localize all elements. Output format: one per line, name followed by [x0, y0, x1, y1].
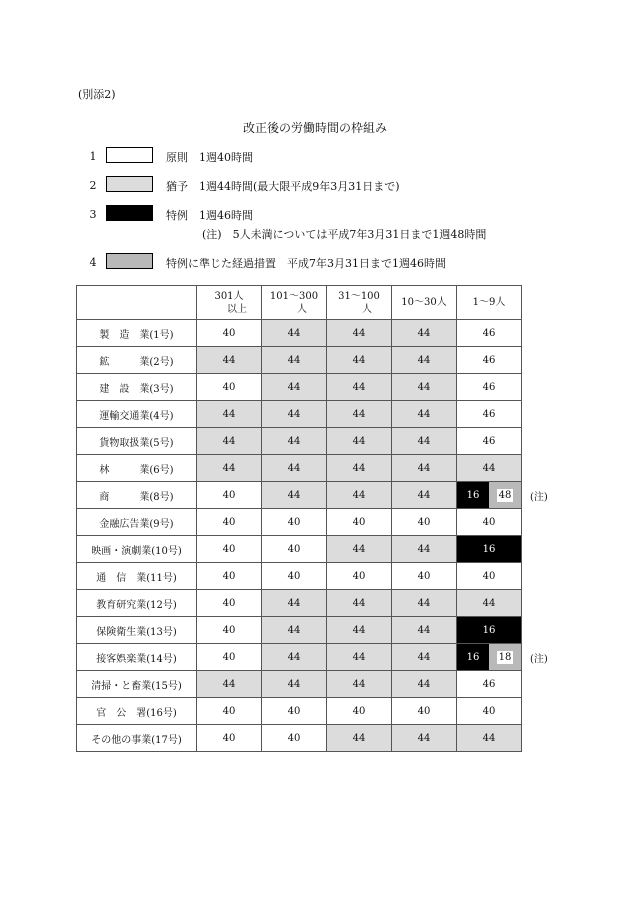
- hours-cell: 40: [262, 563, 327, 590]
- hours-cell: 44: [262, 320, 327, 347]
- table-row: [77, 455, 522, 482]
- hours-cell: 44: [327, 374, 392, 401]
- hours-cell: 44: [197, 347, 262, 374]
- industry-name: 金融広告業(9号): [77, 509, 197, 536]
- table-row: [77, 725, 522, 752]
- industry-name: 官 公 署(16号): [77, 698, 197, 725]
- split-cell-special: 16: [457, 644, 489, 670]
- legend-number: 4: [89, 256, 97, 269]
- legend-number: 2: [89, 179, 97, 192]
- hours-cell: 46: [457, 347, 522, 374]
- split-cell-special: 16: [457, 482, 489, 508]
- hours-cell: 44: [392, 725, 457, 752]
- page-title: 改正後の労働時間の枠組み: [242, 121, 387, 135]
- hours-cell: 44: [457, 725, 522, 752]
- industry-name: 建 設 業(3号): [77, 374, 197, 401]
- hours-cell: 40: [327, 509, 392, 536]
- hours-cell: 44: [262, 455, 327, 482]
- hours-cell: 44: [262, 401, 327, 428]
- hours-cell: 44: [392, 644, 457, 671]
- hours-cell: 44: [262, 482, 327, 509]
- hours-cell: 40: [327, 563, 392, 590]
- hours-cell: 40: [197, 320, 262, 347]
- industry-name: 保険衛生業(13号): [77, 617, 197, 644]
- table-row: [77, 428, 522, 455]
- hours-cell: 44: [457, 455, 522, 482]
- hours-cell: 46: [457, 401, 522, 428]
- industry-name: 貨物取扱業(5号): [77, 428, 197, 455]
- legend-label: 猶予 1週44時間(最大限平成9年3月31日まで): [166, 180, 400, 193]
- legend-item-4: [0, 253, 630, 273]
- hours-cell: 46: [457, 374, 522, 401]
- split-cell-transitional: 18: [489, 644, 521, 670]
- legend-swatch-black: [106, 205, 153, 221]
- column-header: 10～30人: [392, 286, 457, 320]
- legend-item-1: [0, 147, 630, 167]
- hours-cell: 40: [197, 725, 262, 752]
- hours-cell: 44: [197, 455, 262, 482]
- industry-name: その他の事業(17号): [77, 725, 197, 752]
- hours-cell: 44: [262, 590, 327, 617]
- hours-cell: 40: [197, 509, 262, 536]
- hours-cell: 44: [327, 590, 392, 617]
- table-row: [77, 401, 522, 428]
- industry-name: 清掃・と畜業(15号): [77, 671, 197, 698]
- hours-cell: 44: [457, 590, 522, 617]
- legend-swatch-white: [106, 147, 153, 163]
- table-row: [77, 671, 522, 698]
- hours-cell: 40: [197, 482, 262, 509]
- table-row: [77, 536, 522, 563]
- hours-cell: 44: [327, 401, 392, 428]
- hours-cell: 44: [262, 671, 327, 698]
- legend-item-3: [0, 205, 630, 241]
- industry-name: 映画・演劇業(10号): [77, 536, 197, 563]
- industry-name: 林 業(6号): [77, 455, 197, 482]
- hours-cell: 40: [457, 563, 522, 590]
- hours-cell: 46: [457, 428, 522, 455]
- hours-cell: 40: [197, 617, 262, 644]
- hours-cell: 44: [392, 320, 457, 347]
- legend-swatch-light: [106, 176, 153, 192]
- hours-cell: 40: [392, 698, 457, 725]
- column-header: 31～100 人: [327, 286, 392, 320]
- hours-cell: 40: [197, 644, 262, 671]
- table-row: [77, 590, 522, 617]
- working-hours-table: [76, 285, 522, 752]
- hours-cell: 44: [197, 671, 262, 698]
- table-body: [77, 320, 522, 752]
- hours-cell: 44: [197, 428, 262, 455]
- table-row: [77, 374, 522, 401]
- hours-cell: 44: [392, 482, 457, 509]
- legend-note: (注) 5人未満については平成7年3月31日まで1週48時間: [202, 228, 487, 241]
- hours-cell: 44: [327, 536, 392, 563]
- table-row: [77, 617, 522, 644]
- hours-cell: 40: [197, 590, 262, 617]
- hours-cell: 44: [327, 428, 392, 455]
- hours-cell: 40: [262, 725, 327, 752]
- legend-item-2: [0, 176, 630, 196]
- hours-cell: 44: [262, 374, 327, 401]
- industry-name: 製 造 業(1号): [77, 320, 197, 347]
- split-cell-transitional: 48: [489, 482, 521, 508]
- column-header: 101～300 人: [262, 286, 327, 320]
- legend-number: 3: [89, 208, 97, 221]
- industry-name: 商 業(8号): [77, 482, 197, 509]
- hours-cell: 40: [262, 536, 327, 563]
- table-row: [77, 509, 522, 536]
- hours-cell: 40: [197, 698, 262, 725]
- hours-cell: 44: [392, 455, 457, 482]
- hours-cell: 44: [327, 671, 392, 698]
- hours-cell: 40: [262, 509, 327, 536]
- table-row: [77, 320, 522, 347]
- hours-cell: 44: [392, 347, 457, 374]
- hours-cell: 40: [197, 536, 262, 563]
- hours-cell: 44: [262, 428, 327, 455]
- hours-cell: 44: [392, 374, 457, 401]
- legend-label: 特例 1週46時間: [166, 209, 253, 222]
- table-row: [77, 482, 522, 509]
- hours-cell: 44: [392, 617, 457, 644]
- split-cell: [457, 482, 522, 509]
- document-tag: (別添2): [78, 88, 116, 101]
- hours-cell: 16: [457, 536, 522, 563]
- table-row: [77, 563, 522, 590]
- industry-name: 教育研究業(12号): [77, 590, 197, 617]
- hours-cell: 44: [327, 617, 392, 644]
- header-row: [77, 286, 522, 320]
- hours-cell: 44: [392, 428, 457, 455]
- industry-name: 鉱 業(2号): [77, 347, 197, 374]
- hours-cell: 44: [327, 455, 392, 482]
- column-header: 1～9人: [457, 286, 522, 320]
- hours-cell: 40: [392, 509, 457, 536]
- hours-cell: 40: [457, 698, 522, 725]
- hours-cell: 44: [392, 536, 457, 563]
- legend-label: 原則 1週40時間: [166, 151, 253, 164]
- row-note: (注): [530, 654, 548, 665]
- hours-cell: 44: [262, 644, 327, 671]
- hours-cell: 44: [392, 671, 457, 698]
- hours-cell: 40: [457, 509, 522, 536]
- industry-name: 通 信 業(11号): [77, 563, 197, 590]
- hours-cell: 44: [327, 644, 392, 671]
- header-corner: [77, 286, 197, 320]
- hours-cell: 40: [262, 698, 327, 725]
- hours-cell: 44: [327, 725, 392, 752]
- legend-label: 特例に準じた経過措置 平成7年3月31日まで1週46時間: [166, 257, 446, 270]
- hours-cell: 44: [327, 320, 392, 347]
- column-header: 301人 以上: [197, 286, 262, 320]
- hours-cell: 46: [457, 320, 522, 347]
- hours-cell: 16: [457, 617, 522, 644]
- hours-cell: 44: [197, 401, 262, 428]
- legend-number: 1: [89, 150, 97, 163]
- hours-cell: 44: [327, 347, 392, 374]
- table-row: [77, 644, 522, 671]
- hours-cell: 44: [392, 401, 457, 428]
- industry-name: 運輸交通業(4号): [77, 401, 197, 428]
- hours-cell: 44: [262, 347, 327, 374]
- table-row: [77, 698, 522, 725]
- hours-cell: 40: [197, 563, 262, 590]
- table-row: [77, 347, 522, 374]
- row-note: (注): [530, 492, 548, 503]
- industry-name: 接客娯楽業(14号): [77, 644, 197, 671]
- hours-cell: 40: [197, 374, 262, 401]
- hours-cell: 44: [327, 482, 392, 509]
- hours-cell: 40: [392, 563, 457, 590]
- hours-cell: 44: [392, 590, 457, 617]
- hours-cell: 40: [327, 698, 392, 725]
- hours-cell: 44: [262, 617, 327, 644]
- legend-swatch-mid: [106, 253, 153, 269]
- hours-cell: 46: [457, 671, 522, 698]
- split-cell: [457, 644, 522, 671]
